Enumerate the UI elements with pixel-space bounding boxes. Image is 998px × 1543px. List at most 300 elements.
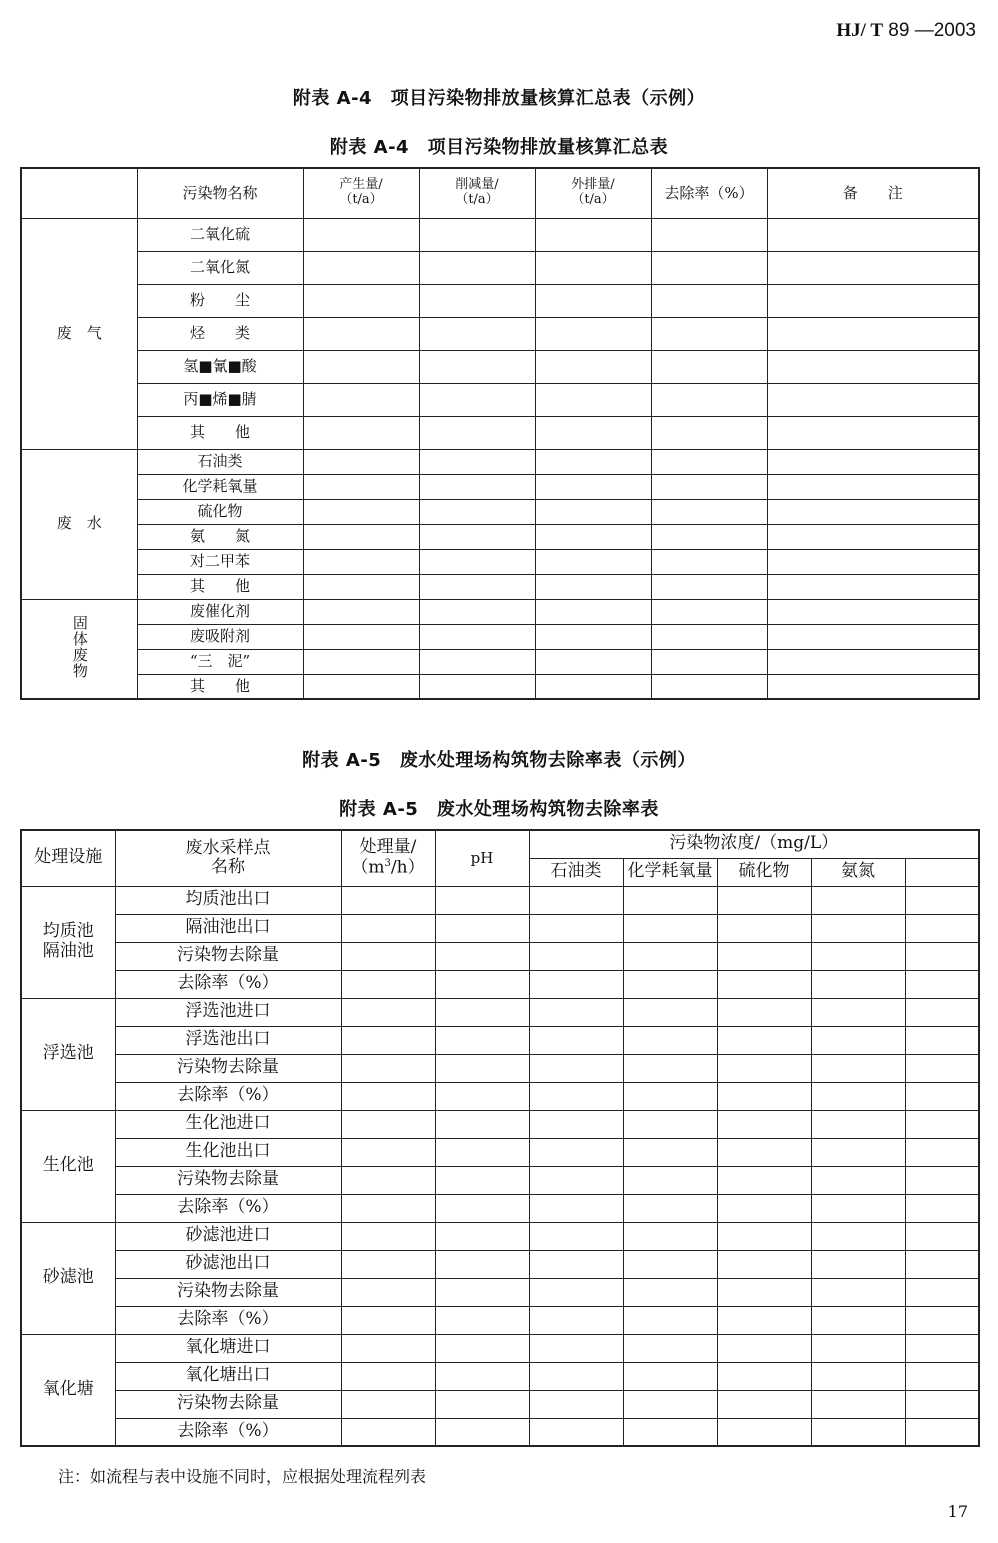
- col-facility: 处理设施: [21, 830, 115, 886]
- value-cell: [435, 970, 529, 998]
- col-volume: 处理量/ $(m^3/h)$: [341, 830, 435, 886]
- value-cell: [419, 317, 535, 350]
- table-row: [21, 886, 979, 914]
- facility-cell: [21, 1110, 115, 1222]
- value-cell: [905, 1334, 979, 1362]
- value-cell: [303, 524, 419, 549]
- value-cell: [905, 1194, 979, 1222]
- col-pollutant-name: 污染物名称: [137, 168, 303, 218]
- sample-point: 隔油池出口: [115, 914, 341, 942]
- value-cell: [341, 1194, 435, 1222]
- sample-point: 去除率（%）: [115, 1418, 341, 1446]
- footnote: 注：如流程与表中设施不同时，应根据处理流程列表: [58, 1467, 427, 1486]
- value-cell: [419, 599, 535, 624]
- value-cell: [717, 1334, 811, 1362]
- value-cell: [435, 1222, 529, 1250]
- table-row: [21, 574, 979, 599]
- value-cell: [623, 1082, 717, 1110]
- value-cell: [767, 416, 979, 449]
- facility-name: 氧化塘: [42, 1378, 94, 1399]
- pollutant-name: 其 他: [137, 674, 303, 699]
- value-cell: [419, 499, 535, 524]
- col-concentration: 污染物浓度/（mg/L）: [529, 830, 979, 858]
- value-cell: [341, 1026, 435, 1054]
- value-cell: [341, 942, 435, 970]
- value-cell: [623, 1362, 717, 1390]
- col-cod: 化学耗氧量: [623, 858, 717, 886]
- value-cell: [623, 1138, 717, 1166]
- value-cell: [905, 1362, 979, 1390]
- value-cell: [905, 1054, 979, 1082]
- value-cell: [905, 1222, 979, 1250]
- pollutant-name: 烃 类: [137, 317, 303, 350]
- value-cell: [341, 1054, 435, 1082]
- pollutant-name: 二氧化氮: [137, 251, 303, 284]
- table-row: [21, 1390, 979, 1418]
- value-cell: [811, 1082, 905, 1110]
- value-cell: [767, 218, 979, 251]
- value-cell: [303, 599, 419, 624]
- value-cell: [303, 499, 419, 524]
- sample-point: 去除率（%）: [115, 1306, 341, 1334]
- value-cell: [535, 218, 651, 251]
- value-cell: [535, 251, 651, 284]
- value-cell: [623, 1250, 717, 1278]
- value-cell: [303, 218, 419, 251]
- value-cell: [529, 1166, 623, 1194]
- value-cell: [717, 1362, 811, 1390]
- value-cell: [341, 1362, 435, 1390]
- value-cell: [529, 914, 623, 942]
- value-cell: [905, 914, 979, 942]
- value-cell: [303, 251, 419, 284]
- sample-point: 污染物去除量: [115, 942, 341, 970]
- value-cell: [717, 1222, 811, 1250]
- table-row: [21, 1362, 979, 1390]
- value-cell: [529, 1026, 623, 1054]
- value-cell: [717, 1138, 811, 1166]
- value-cell: [529, 942, 623, 970]
- value-cell: [651, 251, 767, 284]
- sample-point: 去除率（%）: [115, 1082, 341, 1110]
- value-cell: [717, 1166, 811, 1194]
- sample-point: 去除率（%）: [115, 1194, 341, 1222]
- facility-name: 砂滤池: [42, 1267, 94, 1288]
- value-cell: [767, 649, 979, 674]
- pollutant-name: 丙■烯■腈: [137, 383, 303, 416]
- value-cell: [435, 1026, 529, 1054]
- table-a5-caption: 附表 A-5 废水处理场构筑物去除率表: [339, 799, 659, 820]
- value-cell: [905, 1166, 979, 1194]
- value-cell: [529, 1250, 623, 1278]
- value-cell: [303, 383, 419, 416]
- pollutant-name: 废催化剂: [137, 599, 303, 624]
- value-cell: [811, 1250, 905, 1278]
- table-row: [21, 350, 979, 383]
- value-cell: [419, 218, 535, 251]
- col-removal-rate: 去除率（%）: [651, 168, 767, 218]
- table-row: [21, 599, 979, 624]
- value-cell: [535, 524, 651, 549]
- pollutant-name: 氨 氮: [137, 524, 303, 549]
- category-cell: 废 水: [21, 449, 137, 599]
- col-ammonia: 氨氮: [811, 858, 905, 886]
- value-cell: [905, 886, 979, 914]
- value-cell: [717, 914, 811, 942]
- value-cell: [767, 284, 979, 317]
- value-cell: [651, 549, 767, 574]
- value-cell: [767, 624, 979, 649]
- value-cell: [435, 1110, 529, 1138]
- value-cell: [905, 998, 979, 1026]
- value-cell: [623, 1194, 717, 1222]
- value-cell: [905, 1278, 979, 1306]
- table-row: [21, 1138, 979, 1166]
- value-cell: [435, 1082, 529, 1110]
- facility-name: 均质池: [42, 921, 94, 942]
- value-cell: [905, 1418, 979, 1446]
- value-cell: [341, 1082, 435, 1110]
- pollutant-name: 废吸附剂: [137, 624, 303, 649]
- table-row: [21, 998, 979, 1026]
- value-cell: [767, 474, 979, 499]
- sample-point: 污染物去除量: [115, 1390, 341, 1418]
- table-row: [21, 914, 979, 942]
- value-cell: [811, 998, 905, 1026]
- table-a4-header-row: [21, 168, 979, 218]
- table-a4-example-caption: 附表 A-4 项目污染物排放量核算汇总表（示例）: [292, 88, 706, 109]
- pollutant-name: 对二甲苯: [137, 549, 303, 574]
- col-sulfide: 硫化物: [717, 858, 811, 886]
- table-row: [21, 649, 979, 674]
- value-cell: [811, 1390, 905, 1418]
- value-cell: [419, 524, 535, 549]
- value-cell: [529, 1390, 623, 1418]
- sample-point: 氧化塘进口: [115, 1334, 341, 1362]
- col-sample-point: 废水采样点 名称: [115, 830, 341, 886]
- value-cell: [535, 599, 651, 624]
- value-cell: [341, 886, 435, 914]
- pollutant-name: 硫化物: [137, 499, 303, 524]
- value-cell: [435, 1194, 529, 1222]
- pollutant-name: “三 泥”: [137, 649, 303, 674]
- value-cell: [717, 1194, 811, 1222]
- value-cell: [811, 1278, 905, 1306]
- value-cell: [767, 317, 979, 350]
- facility-name: 隔油池: [42, 941, 94, 961]
- value-cell: [529, 1194, 623, 1222]
- value-cell: [767, 549, 979, 574]
- value-cell: [419, 449, 535, 474]
- col-produce: 产生量/ （t/a）: [303, 168, 419, 218]
- value-cell: [767, 449, 979, 474]
- table-row: [21, 1306, 979, 1334]
- table-a5-example-caption: 附表 A-5 废水处理场构筑物去除率表（示例）: [302, 750, 696, 771]
- value-cell: [717, 1250, 811, 1278]
- value-cell: [717, 1110, 811, 1138]
- value-cell: [811, 1334, 905, 1362]
- value-cell: [811, 886, 905, 914]
- value-cell: [767, 674, 979, 699]
- value-cell: [811, 1222, 905, 1250]
- value-cell: [535, 284, 651, 317]
- value-cell: [767, 499, 979, 524]
- value-cell: [529, 1278, 623, 1306]
- table-row: [21, 449, 979, 474]
- value-cell: [419, 474, 535, 499]
- value-cell: [811, 970, 905, 998]
- value-cell: [623, 1418, 717, 1446]
- value-cell: [419, 674, 535, 699]
- table-row: [21, 284, 979, 317]
- value-cell: [535, 499, 651, 524]
- table-row: [21, 1194, 979, 1222]
- value-cell: [811, 1138, 905, 1166]
- pollutant-name: 石油类: [137, 449, 303, 474]
- value-cell: [435, 1278, 529, 1306]
- facility-name: 浮选池: [42, 1043, 94, 1064]
- value-cell: [623, 942, 717, 970]
- value-cell: [529, 1362, 623, 1390]
- value-cell: [717, 942, 811, 970]
- value-cell: [535, 449, 651, 474]
- value-cell: [767, 599, 979, 624]
- sample-point: 砂滤池出口: [115, 1250, 341, 1278]
- category-cell: 废 气: [21, 218, 137, 449]
- value-cell: [341, 970, 435, 998]
- value-cell: [341, 998, 435, 1026]
- value-cell: [435, 1390, 529, 1418]
- value-cell: [341, 1166, 435, 1194]
- value-cell: [623, 1054, 717, 1082]
- value-cell: [535, 317, 651, 350]
- value-cell: [341, 1222, 435, 1250]
- document-code: HJ/ T 89 —2003: [836, 20, 976, 41]
- value-cell: [651, 599, 767, 624]
- table-row: [21, 218, 979, 251]
- value-cell: [303, 624, 419, 649]
- sample-point: 生化池出口: [115, 1138, 341, 1166]
- value-cell: [341, 1138, 435, 1166]
- value-cell: [905, 1082, 979, 1110]
- value-cell: [419, 284, 535, 317]
- sample-point: 污染物去除量: [115, 1166, 341, 1194]
- table-row: [21, 1110, 979, 1138]
- table-row: [21, 251, 979, 284]
- category-label: 固体废物: [70, 614, 89, 679]
- value-cell: [811, 1306, 905, 1334]
- value-cell: [623, 886, 717, 914]
- value-cell: [767, 574, 979, 599]
- value-cell: [435, 1306, 529, 1334]
- value-cell: [303, 549, 419, 574]
- sample-point: 均质池出口: [115, 886, 341, 914]
- value-cell: [651, 524, 767, 549]
- value-cell: [717, 998, 811, 1026]
- value-cell: [535, 649, 651, 674]
- value-cell: [767, 383, 979, 416]
- value-cell: [717, 1278, 811, 1306]
- value-cell: [419, 574, 535, 599]
- value-cell: [905, 1390, 979, 1418]
- sample-point: 砂滤池进口: [115, 1222, 341, 1250]
- pollutant-name: 氢■氰■酸: [137, 350, 303, 383]
- value-cell: [717, 970, 811, 998]
- value-cell: [419, 383, 535, 416]
- table-row: [21, 1222, 979, 1250]
- value-cell: [651, 284, 767, 317]
- value-cell: [341, 1110, 435, 1138]
- value-cell: [651, 449, 767, 474]
- table-row: [21, 416, 979, 449]
- value-cell: [419, 251, 535, 284]
- value-cell: [651, 383, 767, 416]
- value-cell: [905, 1110, 979, 1138]
- table-row: [21, 1334, 979, 1362]
- value-cell: [535, 624, 651, 649]
- value-cell: [623, 1390, 717, 1418]
- value-cell: [623, 914, 717, 942]
- value-cell: [341, 1334, 435, 1362]
- value-cell: [717, 1418, 811, 1446]
- pollutant-name: 其 他: [137, 574, 303, 599]
- value-cell: [435, 1418, 529, 1446]
- value-cell: [303, 416, 419, 449]
- sample-point: 污染物去除量: [115, 1278, 341, 1306]
- value-cell: [341, 914, 435, 942]
- sample-point: 氧化塘出口: [115, 1362, 341, 1390]
- value-cell: [435, 1054, 529, 1082]
- value-cell: [341, 1306, 435, 1334]
- table-row: [21, 383, 979, 416]
- table-row: [21, 1418, 979, 1446]
- facility-cell: [21, 1334, 115, 1446]
- value-cell: [905, 1306, 979, 1334]
- value-cell: [767, 251, 979, 284]
- value-cell: [623, 1166, 717, 1194]
- value-cell: [811, 942, 905, 970]
- table-row: [21, 970, 979, 998]
- col-oil: 石油类: [529, 858, 623, 886]
- value-cell: [651, 649, 767, 674]
- value-cell: [811, 914, 905, 942]
- value-cell: [529, 1334, 623, 1362]
- value-cell: [303, 284, 419, 317]
- table-row: [21, 474, 979, 499]
- col-remark: 备 注: [767, 168, 979, 218]
- table-row: [21, 524, 979, 549]
- value-cell: [651, 574, 767, 599]
- table-a4-caption: 附表 A-4 项目污染物排放量核算汇总表: [329, 137, 669, 158]
- value-cell: [717, 1390, 811, 1418]
- value-cell: [435, 1250, 529, 1278]
- value-cell: [341, 1250, 435, 1278]
- value-cell: [905, 1138, 979, 1166]
- sample-point: 浮选池出口: [115, 1026, 341, 1054]
- value-cell: [811, 1110, 905, 1138]
- pollutant-name: 粉 尘: [137, 284, 303, 317]
- pollutant-name: 二氧化硫: [137, 218, 303, 251]
- value-cell: [303, 449, 419, 474]
- pollutant-name: 化学耗氧量: [137, 474, 303, 499]
- value-cell: [623, 970, 717, 998]
- value-cell: [651, 218, 767, 251]
- value-cell: [717, 1306, 811, 1334]
- value-cell: [905, 942, 979, 970]
- value-cell: [811, 1418, 905, 1446]
- page-number: 17: [947, 1502, 968, 1521]
- value-cell: [767, 350, 979, 383]
- value-cell: [651, 416, 767, 449]
- value-cell: [419, 624, 535, 649]
- value-cell: [419, 350, 535, 383]
- value-cell: [435, 1138, 529, 1166]
- table-a5: [20, 829, 980, 1447]
- value-cell: [651, 624, 767, 649]
- value-cell: [529, 1054, 623, 1082]
- facility-name: 生化池: [42, 1155, 94, 1176]
- value-cell: [717, 1026, 811, 1054]
- value-cell: [717, 1054, 811, 1082]
- value-cell: [435, 886, 529, 914]
- value-cell: [435, 1166, 529, 1194]
- pollutant-name: 其 他: [137, 416, 303, 449]
- col-extra: [905, 858, 979, 886]
- value-cell: [435, 942, 529, 970]
- table-row: [21, 317, 979, 350]
- value-cell: [529, 1418, 623, 1446]
- value-cell: [811, 1166, 905, 1194]
- table-row: [21, 1250, 979, 1278]
- value-cell: [529, 970, 623, 998]
- value-cell: [529, 1082, 623, 1110]
- sample-point: 生化池进口: [115, 1110, 341, 1138]
- value-cell: [529, 1306, 623, 1334]
- sample-point: 污染物去除量: [115, 1054, 341, 1082]
- value-cell: [651, 499, 767, 524]
- value-cell: [535, 383, 651, 416]
- table-row: [21, 1278, 979, 1306]
- value-cell: [623, 1222, 717, 1250]
- value-cell: [623, 998, 717, 1026]
- value-cell: [419, 549, 535, 574]
- value-cell: [303, 317, 419, 350]
- value-cell: [303, 674, 419, 699]
- value-cell: [419, 649, 535, 674]
- value-cell: [905, 970, 979, 998]
- value-cell: [651, 350, 767, 383]
- value-cell: [717, 1082, 811, 1110]
- value-cell: [535, 416, 651, 449]
- value-cell: [811, 1362, 905, 1390]
- value-cell: [529, 998, 623, 1026]
- value-cell: [811, 1026, 905, 1054]
- table-row: [21, 1166, 979, 1194]
- value-cell: [341, 1278, 435, 1306]
- table-row: [21, 1026, 979, 1054]
- facility-cell: [21, 1222, 115, 1334]
- table-row: [21, 942, 979, 970]
- value-cell: [535, 474, 651, 499]
- value-cell: [905, 1026, 979, 1054]
- value-cell: [623, 1026, 717, 1054]
- value-cell: [535, 549, 651, 574]
- value-cell: [341, 1418, 435, 1446]
- value-cell: [535, 350, 651, 383]
- value-cell: [623, 1334, 717, 1362]
- value-cell: [303, 350, 419, 383]
- value-cell: [303, 574, 419, 599]
